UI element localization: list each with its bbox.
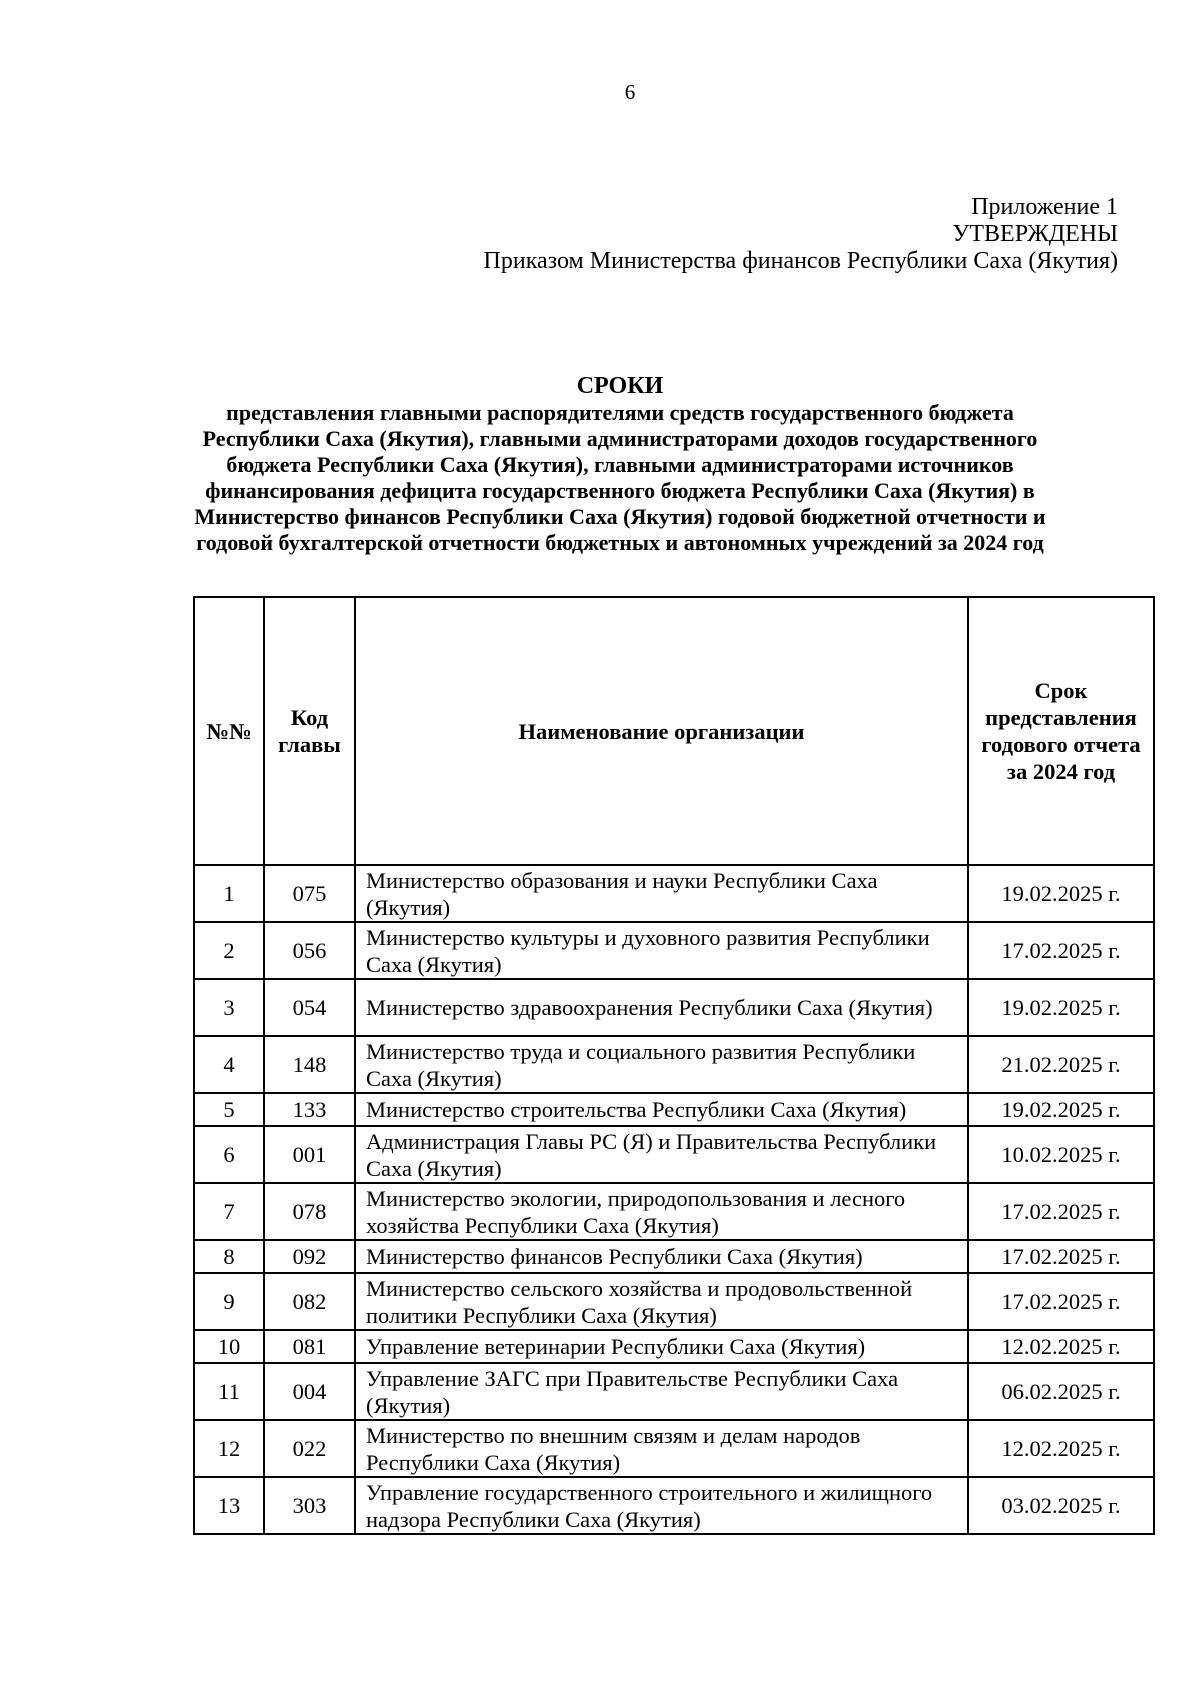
row-organization: Министерство сельского хозяйства и продовольственной политики Республики Саха (Якутия) <box>355 1273 968 1330</box>
row-number: 2 <box>194 922 264 979</box>
row-deadline: 19.02.2025 г. <box>968 865 1154 922</box>
approved-label: УТВЕРЖДЕНЫ <box>952 221 1118 247</box>
row-organization: Министерство культуры и духовного развития Республики Саха (Якутия) <box>355 922 968 979</box>
row-organization: Министерство экологии, природопользования и лесного хозяйства Республики Саха (Якутия) <box>355 1183 968 1240</box>
row-code: 001 <box>264 1126 355 1183</box>
table-row <box>194 922 1154 979</box>
row-organization: Министерство финансов Республики Саха (Якутия) <box>355 1240 968 1273</box>
row-code: 004 <box>264 1363 355 1420</box>
table-row <box>194 1330 1154 1363</box>
row-organization: Управление ЗАГС при Правительстве Республики Саха (Якутия) <box>355 1363 968 1420</box>
document-subtitle: представления главными распорядителями средств государственного бюджета Республики Саха (Якутия), главными администраторами доходов государственного бюджета Республики Саха (Якутия), главными администраторами источников финансирования дефицита государственного бюджета Республики Саха (Якутия) в Министерство финансов Республики Саха (Якутия) годовой бюджетной отчетности и годовой бухгалтерской отчетности бюджетных и автономных учреждений за 2024 год <box>194 400 1046 555</box>
header-deadline: Срок представления годового отчета за 2024 год <box>968 597 1154 865</box>
row-code: 303 <box>264 1477 355 1534</box>
page-number: 6 <box>624 80 636 104</box>
row-number: 12 <box>194 1420 264 1477</box>
row-organization: Администрация Главы РС (Я) и Правительства Республики Саха (Якутия) <box>355 1126 968 1183</box>
table-row <box>194 1240 1154 1273</box>
row-organization: Министерство образования и науки Республики Саха (Якутия) <box>355 865 968 922</box>
row-organization: Министерство здравоохранения Республики Саха (Якутия) <box>355 979 968 1036</box>
row-number: 1 <box>194 865 264 922</box>
table-row <box>194 865 1154 922</box>
order-reference: Приказом Министерства финансов Республики Саха (Якутия) <box>483 248 1118 274</box>
row-code: 148 <box>264 1036 355 1093</box>
row-deadline: 06.02.2025 г. <box>968 1363 1154 1420</box>
row-code: 092 <box>264 1240 355 1273</box>
table-row <box>194 1273 1154 1330</box>
row-organization: Министерство по внешним связям и делам народов Республики Саха (Якутия) <box>355 1420 968 1477</box>
row-deadline: 17.02.2025 г. <box>968 1273 1154 1330</box>
approval-block <box>484 194 1118 275</box>
row-deadline: 10.02.2025 г. <box>968 1126 1154 1183</box>
document-heading <box>185 372 1055 556</box>
deadlines-table <box>193 596 1155 1535</box>
header-code: Код главы <box>264 597 355 865</box>
row-deadline: 17.02.2025 г. <box>968 1183 1154 1240</box>
row-code: 078 <box>264 1183 355 1240</box>
row-number: 6 <box>194 1126 264 1183</box>
row-number: 10 <box>194 1330 264 1363</box>
document-title: СРОКИ <box>576 373 664 399</box>
row-number: 13 <box>194 1477 264 1534</box>
row-deadline: 12.02.2025 г. <box>968 1420 1154 1477</box>
row-organization: Министерство труда и социального развития Республики Саха (Якутия) <box>355 1036 968 1093</box>
table-header-row <box>194 597 1154 865</box>
row-deadline: 03.02.2025 г. <box>968 1477 1154 1534</box>
row-organization: Управление государственного строительного и жилищного надзора Республики Саха (Якутия) <box>355 1477 968 1534</box>
table-row <box>194 1363 1154 1420</box>
row-code: 054 <box>264 979 355 1036</box>
row-number: 7 <box>194 1183 264 1240</box>
table-row <box>194 1183 1154 1240</box>
row-deadline: 17.02.2025 г. <box>968 922 1154 979</box>
row-deadline: 21.02.2025 г. <box>968 1036 1154 1093</box>
row-code: 133 <box>264 1093 355 1126</box>
row-code: 082 <box>264 1273 355 1330</box>
row-number: 3 <box>194 979 264 1036</box>
table-row <box>194 1093 1154 1126</box>
appendix-label: Приложение 1 <box>971 194 1118 220</box>
table-row <box>194 1036 1154 1093</box>
row-number: 11 <box>194 1363 264 1420</box>
row-number: 5 <box>194 1093 264 1126</box>
row-number: 4 <box>194 1036 264 1093</box>
row-deadline: 19.02.2025 г. <box>968 1093 1154 1126</box>
row-code: 056 <box>264 922 355 979</box>
table-row <box>194 1420 1154 1477</box>
row-number: 9 <box>194 1273 264 1330</box>
row-code: 022 <box>264 1420 355 1477</box>
header-name: Наименование организации <box>355 597 968 865</box>
row-deadline: 19.02.2025 г. <box>968 979 1154 1036</box>
row-code: 075 <box>264 865 355 922</box>
row-number: 8 <box>194 1240 264 1273</box>
row-deadline: 12.02.2025 г. <box>968 1330 1154 1363</box>
row-organization: Управление ветеринарии Республики Саха (Якутия) <box>355 1330 968 1363</box>
table-row <box>194 1126 1154 1183</box>
row-deadline: 17.02.2025 г. <box>968 1240 1154 1273</box>
header-num: №№ <box>194 597 264 865</box>
row-organization: Министерство строительства Республики Саха (Якутия) <box>355 1093 968 1126</box>
row-code: 081 <box>264 1330 355 1363</box>
table-row <box>194 979 1154 1036</box>
table-row <box>194 1477 1154 1534</box>
